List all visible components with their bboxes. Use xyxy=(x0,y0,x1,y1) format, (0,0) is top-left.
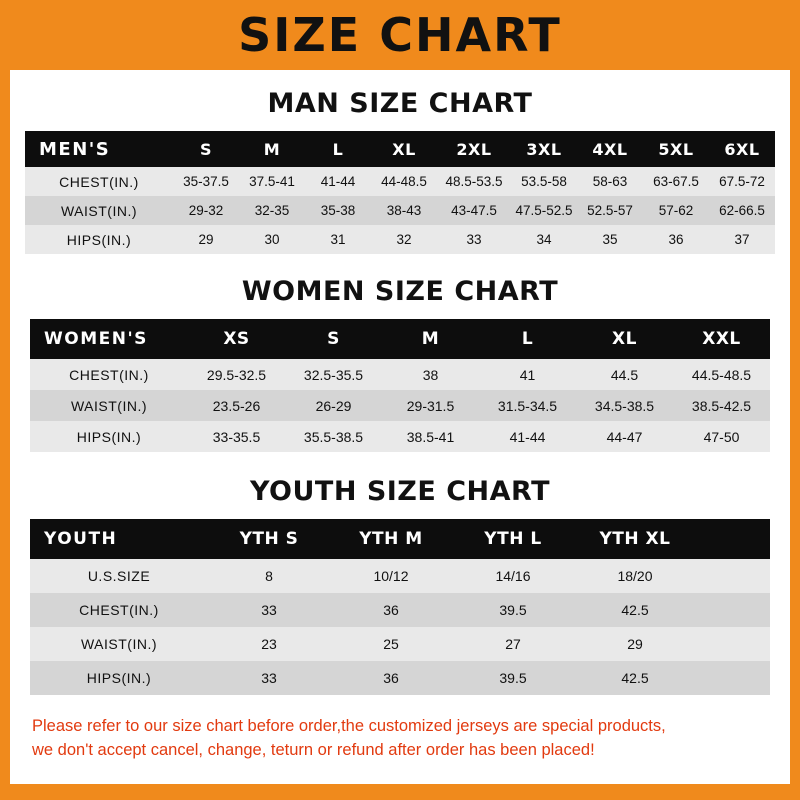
table-row xyxy=(30,627,770,661)
table-cell: 25 xyxy=(383,636,399,652)
table-cell: 23.5-26 xyxy=(212,397,261,414)
table-cell: 33-35.5 xyxy=(212,428,261,445)
table-cell: 27 xyxy=(505,636,521,652)
table-cell: 44.5 xyxy=(610,366,639,383)
table-row xyxy=(30,421,770,452)
table-cell: 35-37.5 xyxy=(183,174,229,189)
row-label: CHEST(IN.) xyxy=(69,366,149,383)
table-cell: 14/16 xyxy=(495,568,531,584)
footer-note-line-2: we don't accept cancel, change, teturn or refund after order has been placed! xyxy=(32,740,595,759)
table-row xyxy=(25,225,775,254)
table-cell: 63-67.5 xyxy=(653,174,699,189)
youth-header-cell: YTH S xyxy=(239,529,299,549)
table-cell-spacer xyxy=(696,593,770,627)
table-row xyxy=(30,390,770,421)
table-cell: 62-66.5 xyxy=(719,203,765,218)
table-cell: 32-35 xyxy=(254,203,290,218)
men-header-cell: M xyxy=(263,139,281,159)
table-cell: 29-31.5 xyxy=(406,397,455,414)
table-cell: 32 xyxy=(396,232,412,247)
table-cell: 57-62 xyxy=(658,203,694,218)
table-cell: 34.5-38.5 xyxy=(594,397,655,414)
table-cell: 31 xyxy=(330,232,346,247)
bottom-accent-bar xyxy=(0,784,800,800)
women-size-table xyxy=(30,319,770,452)
table-cell: 42.5 xyxy=(621,670,649,686)
table-cell: 29 xyxy=(627,636,643,652)
table-cell: 38-43 xyxy=(386,203,422,218)
women-header-cell: XS xyxy=(223,329,250,349)
table-cell: 33 xyxy=(466,232,482,247)
table-cell: 39.5 xyxy=(499,602,527,618)
table-cell: 30 xyxy=(264,232,280,247)
table-cell-spacer xyxy=(696,661,770,695)
row-label: U.S.SIZE xyxy=(87,568,151,584)
table-cell: 36 xyxy=(383,602,399,618)
table-cell: 33 xyxy=(261,602,277,618)
table-cell: 41-44 xyxy=(320,174,356,189)
youth-header-cell: YTH M xyxy=(359,529,423,549)
men-header-cell: 3XL xyxy=(526,139,562,159)
men-header-label: MEN'S xyxy=(39,138,111,160)
table-cell: 38.5-42.5 xyxy=(691,397,752,414)
man-section-title: MAN SIZE CHART xyxy=(267,88,533,119)
youth-header-cell: YTH XL xyxy=(599,529,671,549)
table-cell: 53.5-58 xyxy=(521,174,567,189)
table-cell: 41 xyxy=(519,366,536,383)
youth-header-label: YOUTH xyxy=(44,529,118,549)
table-cell: 38 xyxy=(422,366,439,383)
men-header-cell: 5XL xyxy=(658,139,694,159)
table-cell: 44-48.5 xyxy=(381,174,427,189)
row-label: CHEST(IN.) xyxy=(79,602,159,618)
table-row xyxy=(25,196,775,225)
row-label: WAIST(IN.) xyxy=(60,202,138,219)
women-header-cell: L xyxy=(521,329,534,349)
table-cell: 39.5 xyxy=(499,670,527,686)
table-cell: 29 xyxy=(198,232,214,247)
youth-table-header-row xyxy=(30,519,770,559)
men-header-cell: 4XL xyxy=(592,139,628,159)
table-cell: 67.5-72 xyxy=(719,174,765,189)
page-banner xyxy=(0,0,800,70)
table-row xyxy=(30,359,770,390)
table-cell: 35 xyxy=(602,232,618,247)
youth-section-title: YOUTH SIZE CHART xyxy=(249,476,551,507)
women-table-header-row xyxy=(30,319,770,359)
table-cell-spacer xyxy=(696,559,770,593)
row-label: HIPS(IN.) xyxy=(86,670,152,686)
table-cell: 33 xyxy=(261,670,277,686)
table-cell: 47.5-52.5 xyxy=(515,203,573,218)
table-cell: 36 xyxy=(668,232,684,247)
table-cell: 44-47 xyxy=(606,428,643,445)
row-label: HIPS(IN.) xyxy=(66,231,132,248)
table-cell: 42.5 xyxy=(621,602,649,618)
row-label: WAIST(IN.) xyxy=(80,636,158,652)
table-row xyxy=(25,167,775,196)
table-cell: 35-38 xyxy=(320,203,356,218)
footer-note-line-1: Please refer to our size chart before order,the customized jerseys are special products, xyxy=(32,717,666,735)
table-cell: 18/20 xyxy=(617,568,653,584)
table-cell: 36 xyxy=(383,670,399,686)
table-row xyxy=(30,559,770,593)
men-header-cell: S xyxy=(199,139,213,159)
men-header-cell: L xyxy=(332,139,344,159)
table-cell: 41-44 xyxy=(509,428,546,445)
table-cell: 43-47.5 xyxy=(451,203,497,218)
women-header-label: WOMEN'S xyxy=(44,329,148,349)
table-cell: 38.5-41 xyxy=(406,428,455,445)
row-label: CHEST(IN.) xyxy=(59,173,139,190)
women-header-cell: XXL xyxy=(702,329,741,349)
footer-note xyxy=(32,715,768,763)
youth-size-table xyxy=(30,519,770,695)
table-cell: 23 xyxy=(261,636,277,652)
page-title: SIZE CHART xyxy=(238,8,562,62)
youth-header-spacer xyxy=(696,519,770,559)
women-header-cell: XL xyxy=(612,329,637,349)
row-label: HIPS(IN.) xyxy=(76,428,142,445)
youth-header-cell: YTH L xyxy=(484,529,542,549)
row-label: WAIST(IN.) xyxy=(70,397,148,414)
table-row xyxy=(30,593,770,627)
table-cell: 48.5-53.5 xyxy=(445,174,503,189)
table-cell: 8 xyxy=(265,568,273,584)
table-cell: 32.5-35.5 xyxy=(303,366,364,383)
men-header-cell: XL xyxy=(392,139,416,159)
table-row xyxy=(30,661,770,695)
table-cell: 10/12 xyxy=(373,568,409,584)
women-section-title: WOMEN SIZE CHART xyxy=(241,276,559,307)
table-cell: 29-32 xyxy=(188,203,224,218)
women-header-cell: M xyxy=(421,329,440,349)
men-header-cell: 6XL xyxy=(724,139,760,159)
table-cell: 26-29 xyxy=(315,397,352,414)
table-cell: 34 xyxy=(536,232,552,247)
table-cell: 35.5-38.5 xyxy=(303,428,364,445)
table-cell: 58-63 xyxy=(592,174,628,189)
men-table-header-row xyxy=(25,131,775,167)
men-size-table xyxy=(25,131,775,254)
table-cell: 37 xyxy=(734,232,750,247)
men-header-cell: 2XL xyxy=(456,139,492,159)
table-cell: 31.5-34.5 xyxy=(497,397,558,414)
table-cell: 29.5-32.5 xyxy=(206,366,267,383)
table-cell: 37.5-41 xyxy=(249,174,295,189)
table-cell: 47-50 xyxy=(703,428,740,445)
table-cell: 44.5-48.5 xyxy=(691,366,752,383)
women-header-cell: S xyxy=(327,329,340,349)
table-cell: 52.5-57 xyxy=(587,203,633,218)
table-cell-spacer xyxy=(696,627,770,661)
